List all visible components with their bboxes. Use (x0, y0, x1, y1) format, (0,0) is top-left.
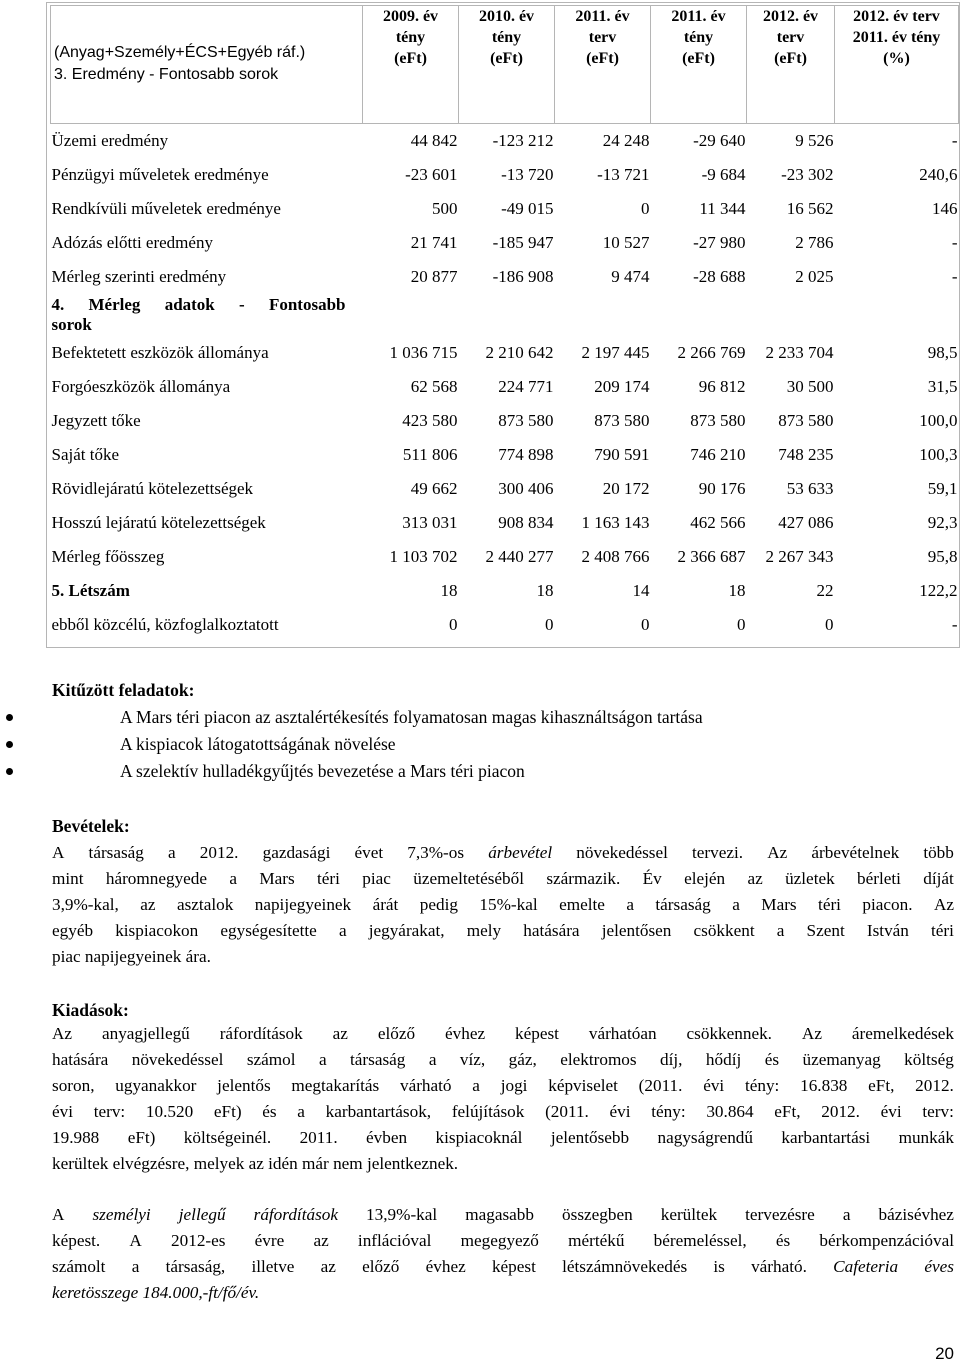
text-line: számolt a társaság, illetve az előző évhez képest létszámnövekedés is várható. Cafeteria éves (52, 1257, 954, 1276)
table-cell: 500 (432, 198, 458, 218)
table-cell: 62 568 (410, 376, 458, 396)
table-cell: 10 527 (602, 232, 650, 252)
table-cell: 44 842 (410, 130, 458, 150)
table-cell: 873 580 (778, 410, 834, 430)
table-row (51, 336, 959, 370)
bullet-icon (6, 714, 13, 721)
table-cell: -13 720 (501, 164, 554, 184)
table-cell: 790 591 (594, 444, 650, 464)
row-label: Befektetett eszközök állománya (51, 342, 269, 362)
column-header: 2009. év tény (eFt) (363, 6, 459, 124)
list-item: A kispiacok látogatottságának növelése (0, 731, 960, 758)
row-label: Forgóeszközök állománya (51, 376, 231, 396)
table-cell: 873 580 (498, 410, 554, 430)
revenue-paragraph (52, 840, 954, 970)
table-row (51, 438, 959, 472)
table-cell: -185 947 (492, 232, 554, 252)
list-item: A szelektív hulladékgyűjtés bevezetése a Mars téri piacon (0, 758, 960, 785)
table-cell: -29 640 (693, 130, 746, 150)
table-cell: 2 408 766 (581, 546, 650, 566)
row-label: Hosszú lejáratú kötelezettségek (51, 512, 266, 532)
column-header: 2011. év terv (eFt) (555, 6, 651, 124)
table-row (51, 472, 959, 506)
page-number: 20 (935, 1344, 954, 1363)
table-cell: - (951, 130, 958, 150)
table-row (51, 506, 959, 540)
table-cell: 100,0 (919, 410, 958, 430)
table-row (51, 608, 959, 642)
table-cell: 18 (728, 580, 746, 600)
table-cell: 0 (641, 198, 650, 218)
text-line: A társaság a 2012. gazdasági évet 7,3%-os árbevétel növekedéssel tervezi. Az árbevételnek több (52, 843, 954, 862)
text-line: keretösszege 184.000,-ft/fő/év. (52, 1283, 260, 1302)
table-cell: 0 (737, 614, 746, 634)
table-cell: 18 (536, 580, 554, 600)
text-line: 3,9%-kal, az asztalok napijegyeinek árát pedig 15%-kal emelte a társaság a Mars téri piacon. Az (52, 895, 954, 914)
text-line: évi terv: 10.520 eFt) és a karbantartások, felújítások (2011. évi tény: 30.864 eFt, 2012. évi terv: (52, 1102, 954, 1121)
table-cell: 59,1 (927, 478, 958, 498)
table-cell: 18 (440, 580, 458, 600)
text-line: hatására növekedéssel számol a társaság a víz, gáz, elektromos díj, hődíj és üzemanyag költség (52, 1050, 954, 1069)
table-cell: 90 176 (698, 478, 746, 498)
table-cell: 1 103 702 (389, 546, 458, 566)
table-cell: -49 015 (501, 198, 554, 218)
table-cell: 0 (449, 614, 458, 634)
row-label: Pénzügyi műveletek eredménye (51, 164, 269, 184)
table-cell: 0 (545, 614, 554, 634)
label-header-line: (Anyag+Személy+ÉCS+Egyéb ráf.) (54, 43, 306, 61)
table-cell: -28 688 (693, 266, 746, 286)
table-header-row (51, 6, 959, 124)
table-cell: 774 898 (498, 444, 554, 464)
row-label: ebből közcélú, közfoglalkoztatott (51, 614, 279, 634)
section4-title: 4. Mérleg adatok - Fontosabb sorok (51, 294, 346, 334)
table-cell: 746 210 (690, 444, 746, 464)
text-line: mint háromnegyede a Mars téri piac üzemeltetéséből származik. Év elején az üzletek bérleti díját (52, 869, 954, 888)
table-cell: -23 601 (405, 164, 458, 184)
table-cell: - (951, 232, 958, 252)
table-cell: -13 721 (597, 164, 650, 184)
table-cell: 20 877 (410, 266, 458, 286)
table-cell: 1 036 715 (389, 342, 458, 362)
row-label: Rendkívüli műveletek eredménye (51, 198, 281, 218)
table-cell: 100,3 (919, 444, 958, 464)
table-cell: 0 (641, 614, 650, 634)
table-cell: 24 248 (602, 130, 650, 150)
table-cell: -186 908 (492, 266, 554, 286)
row-label: Jegyzett tőke (51, 410, 141, 430)
table-cell: 873 580 (594, 410, 650, 430)
table-cell: 313 031 (402, 512, 458, 532)
table-row (51, 260, 959, 294)
table-cell: 462 566 (690, 512, 746, 532)
financial-table (50, 5, 959, 642)
table-cell: 20 172 (602, 478, 650, 498)
table-cell: 146 (932, 198, 958, 218)
column-header: 2012. év terv (eFt) (747, 6, 835, 124)
table-cell: 9 474 (611, 266, 650, 286)
revenue-heading: Bevételek: (52, 816, 130, 836)
table-cell: 2 197 445 (581, 342, 650, 362)
bullet-icon (6, 768, 13, 775)
row-label: 5. Létszám (51, 580, 130, 600)
label-header-cell (51, 6, 363, 124)
row-label: Mérleg főösszeg (51, 546, 165, 566)
table-cell: 122,2 (919, 580, 958, 600)
text-line: 19.988 eFt) költségeinél. 2011. évben kispiacoknál jelentősebb nagyságrendű karbantartási munkák (52, 1128, 954, 1147)
expenses-paragraph-2 (52, 1202, 954, 1306)
table-cell: 1 163 143 (581, 512, 650, 532)
table-cell: - (951, 614, 958, 634)
table-row (51, 124, 959, 158)
table-row (51, 192, 959, 226)
row-label: Rövidlejáratú kötelezettségek (51, 478, 254, 498)
table-cell: 2 267 343 (765, 546, 834, 566)
list-item: A Mars téri piacon az asztalértékesítés folyamatosan magas kihasználtságon tartása (0, 704, 960, 731)
table-cell: 11 344 (699, 198, 746, 218)
table-cell: -27 980 (693, 232, 746, 252)
table-cell: 16 562 (786, 198, 834, 218)
table-cell: 49 662 (410, 478, 458, 498)
table-cell: 95,8 (927, 546, 958, 566)
table-cell: 423 580 (402, 410, 458, 430)
table-cell: 53 633 (786, 478, 834, 498)
table-cell: 427 086 (778, 512, 834, 532)
table-cell: 96 812 (698, 376, 746, 396)
table-row (51, 574, 959, 608)
table-cell: 873 580 (690, 410, 746, 430)
table-cell: 2 233 704 (765, 342, 834, 362)
label-header-line: 3. Eredmény - Fontosabb sorok (54, 65, 279, 83)
table-cell: - (951, 266, 958, 286)
table-row (51, 540, 959, 574)
tasks-list (0, 704, 960, 785)
table-cell: 2 266 769 (677, 342, 746, 362)
table-row (51, 404, 959, 438)
column-header: 2011. év tény (eFt) (651, 6, 747, 124)
expenses-heading: Kiadások: (52, 1000, 129, 1020)
table-row (51, 226, 959, 260)
row-label: Üzemi eredmény (51, 130, 169, 150)
table-cell: 98,5 (927, 342, 958, 362)
table-cell: 511 806 (402, 444, 458, 464)
section4-title-row (51, 294, 959, 336)
table-cell: 0 (825, 614, 834, 634)
text-line: Az anyagjellegű ráfordítások az előző évhez képest várhatóan csökkennek. Az áremelkedések (52, 1024, 954, 1043)
table-cell: 21 741 (410, 232, 458, 252)
table-cell: 2 786 (795, 232, 834, 252)
table-row (51, 158, 959, 192)
bullet-icon (6, 741, 13, 748)
table-cell: 92,3 (927, 512, 958, 532)
table-cell: 908 834 (498, 512, 554, 532)
table-cell: 240,6 (919, 164, 958, 184)
text-line: egyéb kispiacokon egységesítette a jegyárakat, mely hatására jelentősen csökkent a Szent István téri (52, 921, 954, 940)
table-cell: 30 500 (786, 376, 834, 396)
table-cell: -123 212 (492, 130, 554, 150)
text-line: soron, ugyanakkor jelentős megtakarítás várható a jogi képviselet (2011. évi tény: 16.838 eFt, 2012. (52, 1076, 954, 1095)
table-cell: 748 235 (778, 444, 834, 464)
table-row (51, 370, 959, 404)
table-cell: 14 (632, 580, 650, 600)
table-cell: -9 684 (701, 164, 746, 184)
table-cell: 2 210 642 (485, 342, 554, 362)
expenses-paragraph-1 (52, 1021, 954, 1177)
table-cell: 31,5 (927, 376, 958, 396)
column-header: 2010. év tény (eFt) (459, 6, 555, 124)
table-cell: 2 440 277 (485, 546, 554, 566)
table-cell: 209 174 (594, 376, 650, 396)
text-line: képest. A 2012-es évre az inflációval megegyező mértékű béremeléssel, és bérkompenzációval (52, 1231, 954, 1250)
text-line: A személyi jellegű ráfordítások 13,9%-kal magasabb összegben kerültek tervezésre a bázisévhez (52, 1205, 954, 1224)
table-cell: 2 025 (795, 266, 834, 286)
table-cell: 22 (816, 580, 834, 600)
column-header: 2012. év terv 2011. év tény (%) (835, 6, 959, 124)
row-label: Mérleg szerinti eredmény (51, 266, 227, 286)
text-line: kerültek elvégzésre, melyek az idén már nem jelentkeznek. (52, 1154, 459, 1173)
tasks-heading: Kitűzött feladatok: (52, 680, 195, 700)
text-line: piac napijegyeinek ára. (52, 947, 211, 966)
table-cell: 224 771 (498, 376, 554, 396)
table-cell: -23 302 (781, 164, 834, 184)
row-label: Adózás előtti eredmény (51, 232, 213, 252)
table-cell: 2 366 687 (677, 546, 746, 566)
table-cell: 300 406 (498, 478, 554, 498)
row-label: Saját tőke (51, 444, 120, 464)
table-cell: 9 526 (795, 130, 834, 150)
